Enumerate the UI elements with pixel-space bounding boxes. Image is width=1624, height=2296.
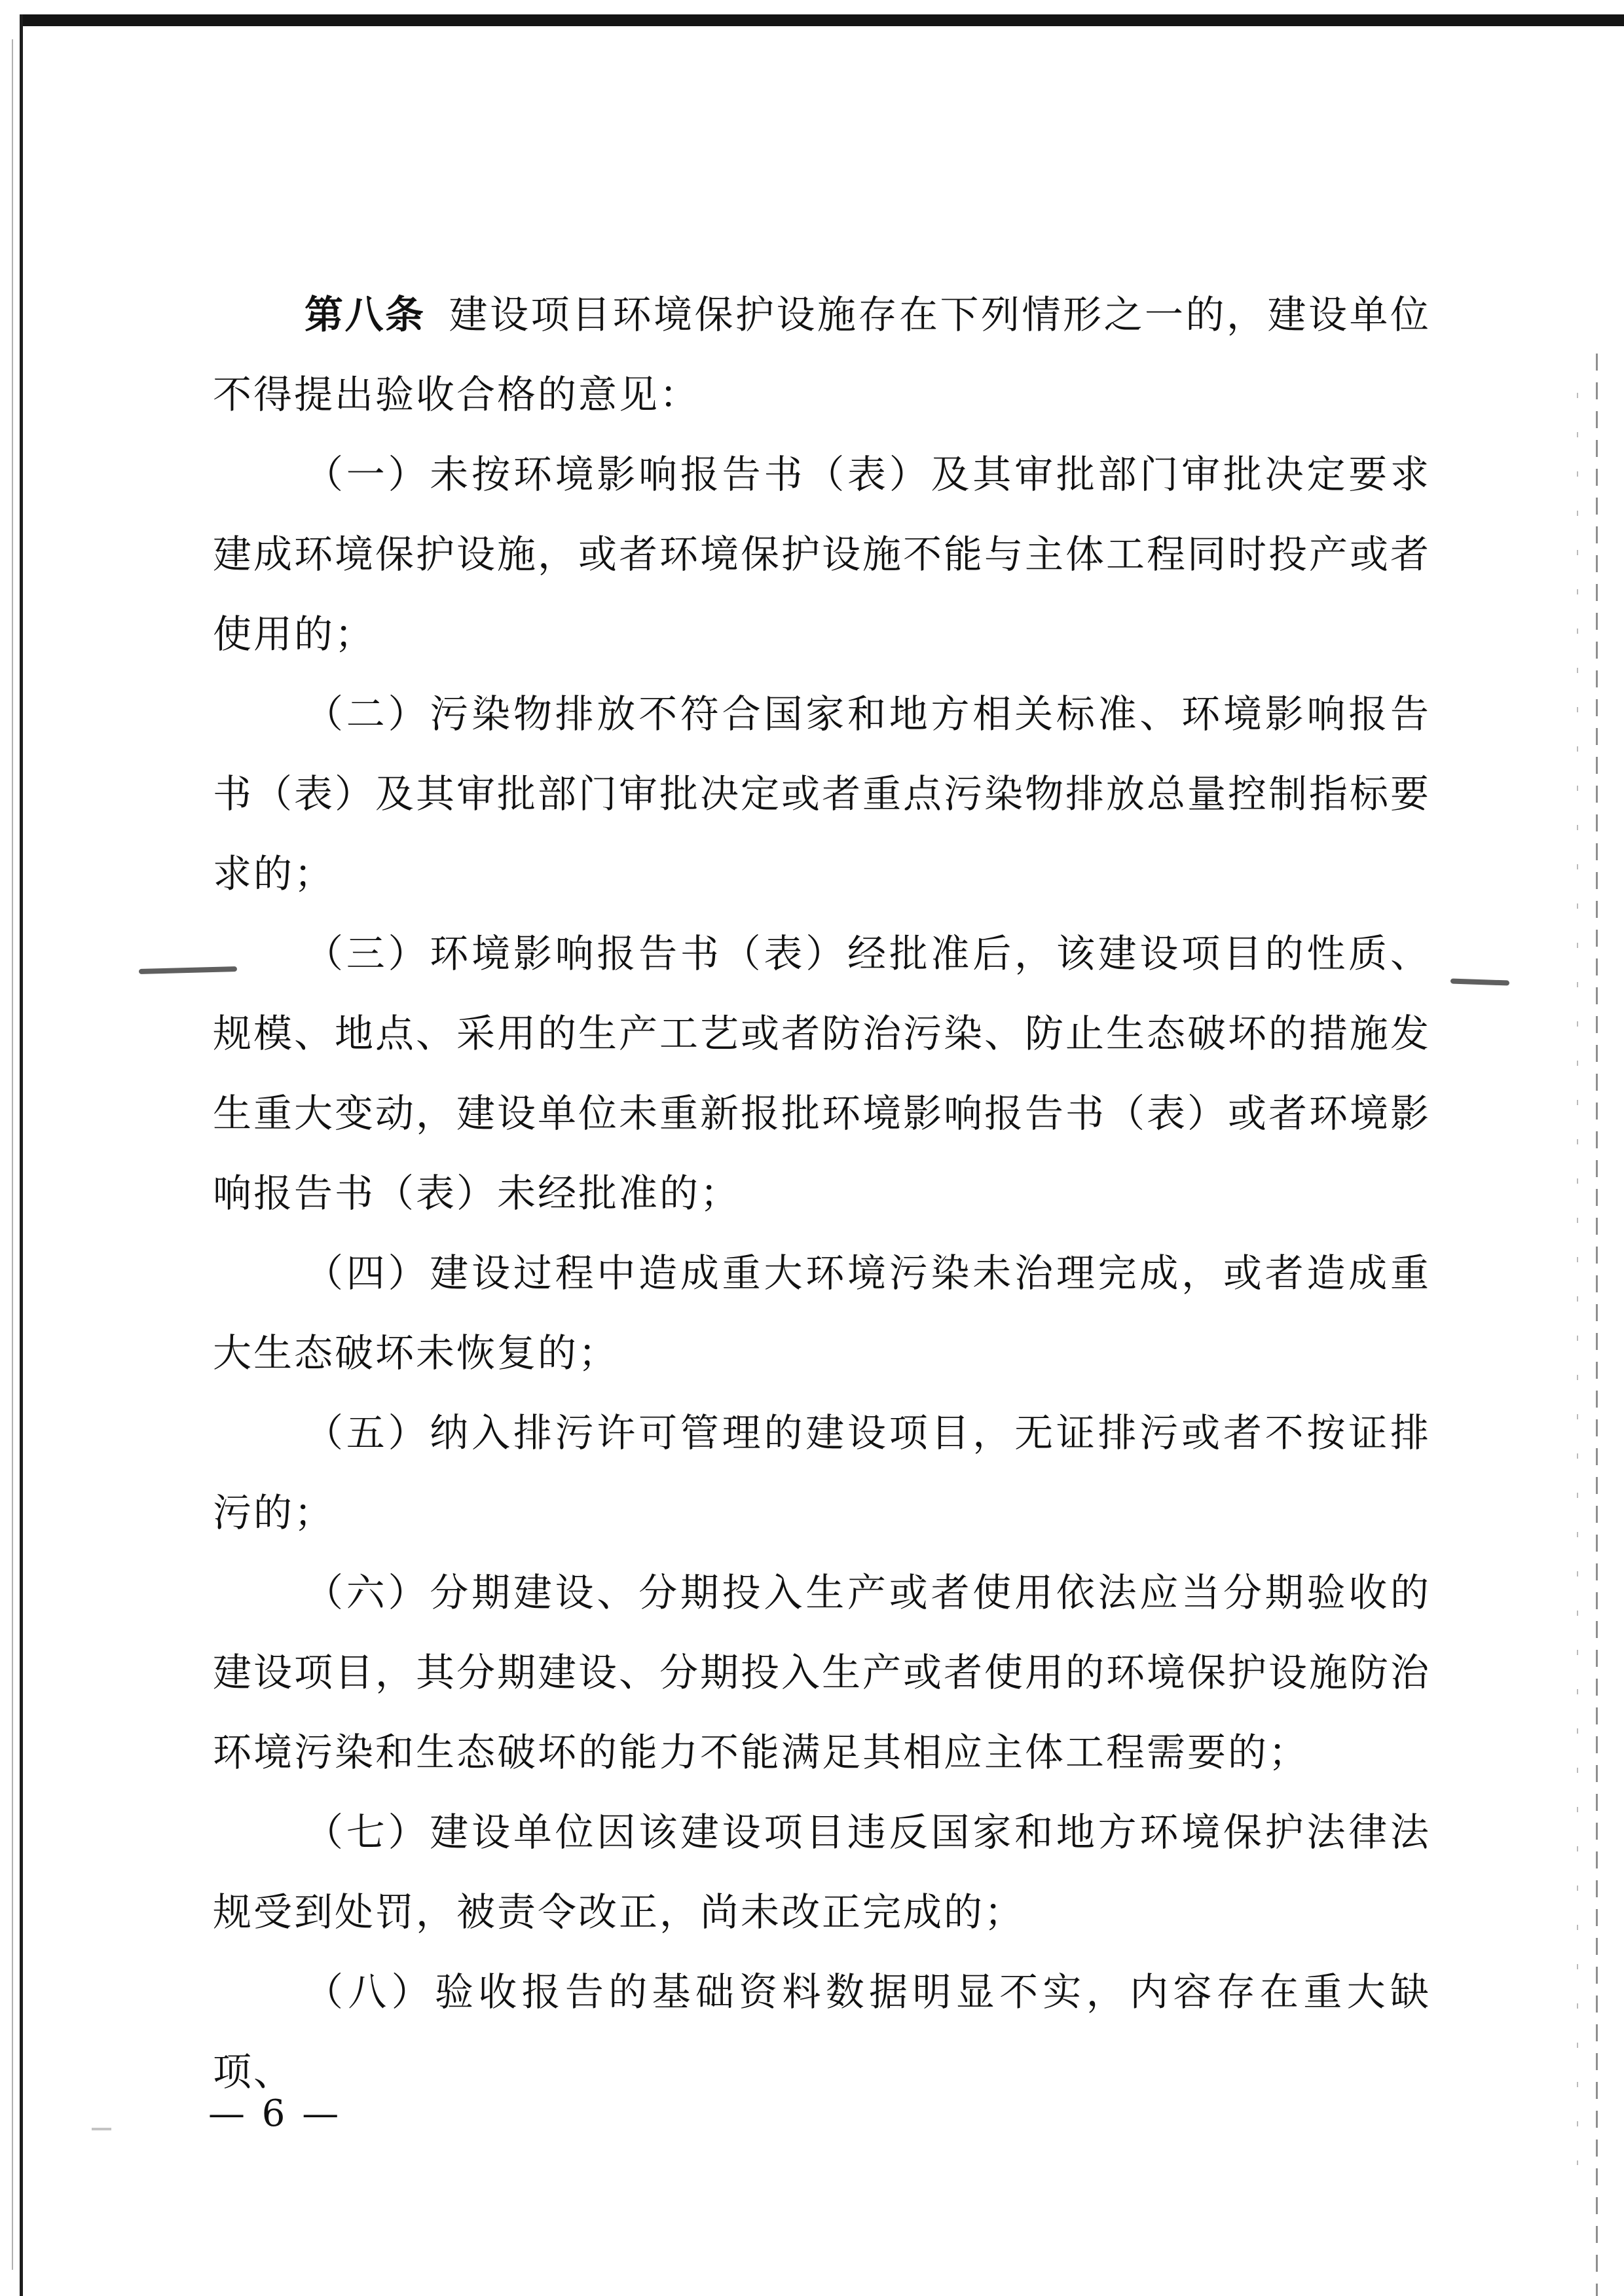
- scan-edge-right: [1596, 354, 1598, 2296]
- scan-border-left: [20, 14, 23, 2296]
- list-item: （一）未按环境影响报告书（表）及其审批部门审批决定要求建成环境保护设施，或者环境保护设施不能与主体工程同时投产或者使用的；: [213, 452, 1431, 657]
- scan-edge-right-inner: [1577, 393, 1578, 2165]
- list-item: （七）建设单位因该建设项目违反国家和地方环境保护法律法规受到处罚，被责令改正，尚未改正完成的；: [213, 1810, 1431, 1935]
- list-item: （八）验收报告的基础资料数据明显不实，内容存在重大缺项、: [213, 1969, 1431, 2094]
- list-item: （六）分期建设、分期投入生产或者使用依法应当分期验收的建设项目，其分期建设、分期投入生产或者使用的环境保护设施防治环境污染和生态破坏的能力不能满足其相应主体工程需要的；: [213, 1570, 1431, 1775]
- list-item: （二）污染物排放不符合国家和地方相关标准、环境影响报告书（表）及其审批部门审批决定或者重点污染物排放总量控制指标要求的；: [213, 691, 1431, 896]
- article-paragraph: [213, 275, 1431, 435]
- scan-border-top: [20, 14, 1624, 26]
- scan-speck: [92, 2128, 111, 2130]
- list-item: （五）纳入排污许可管理的建设项目，无证排污或者不按证排污的；: [213, 1410, 1431, 1535]
- list-item: （四）建设过程中造成重大环境污染未治理完成，或者造成重大生态破坏未恢复的；: [213, 1250, 1431, 1376]
- document-body: [213, 275, 1431, 2112]
- article-intro: 建设项目环境保护设施存在下列情形之一的，建设单位不得提出验收合格的意见：: [213, 292, 1431, 417]
- list-item: （三）环境影响报告书（表）经批准后，该建设项目的性质、规模、地点、采用的生产工艺或者防治污染、防止生态破坏的措施发生重大变动，建设单位未重新报批环境影响报告书（表）或者环境影响报告书（表）未经批准的；: [213, 931, 1431, 1216]
- article-heading: 第八条: [304, 292, 426, 337]
- scan-shadow-left: [12, 39, 13, 2270]
- binding-mark-right: [1450, 978, 1509, 985]
- page-number: — 6 —: [208, 2092, 342, 2135]
